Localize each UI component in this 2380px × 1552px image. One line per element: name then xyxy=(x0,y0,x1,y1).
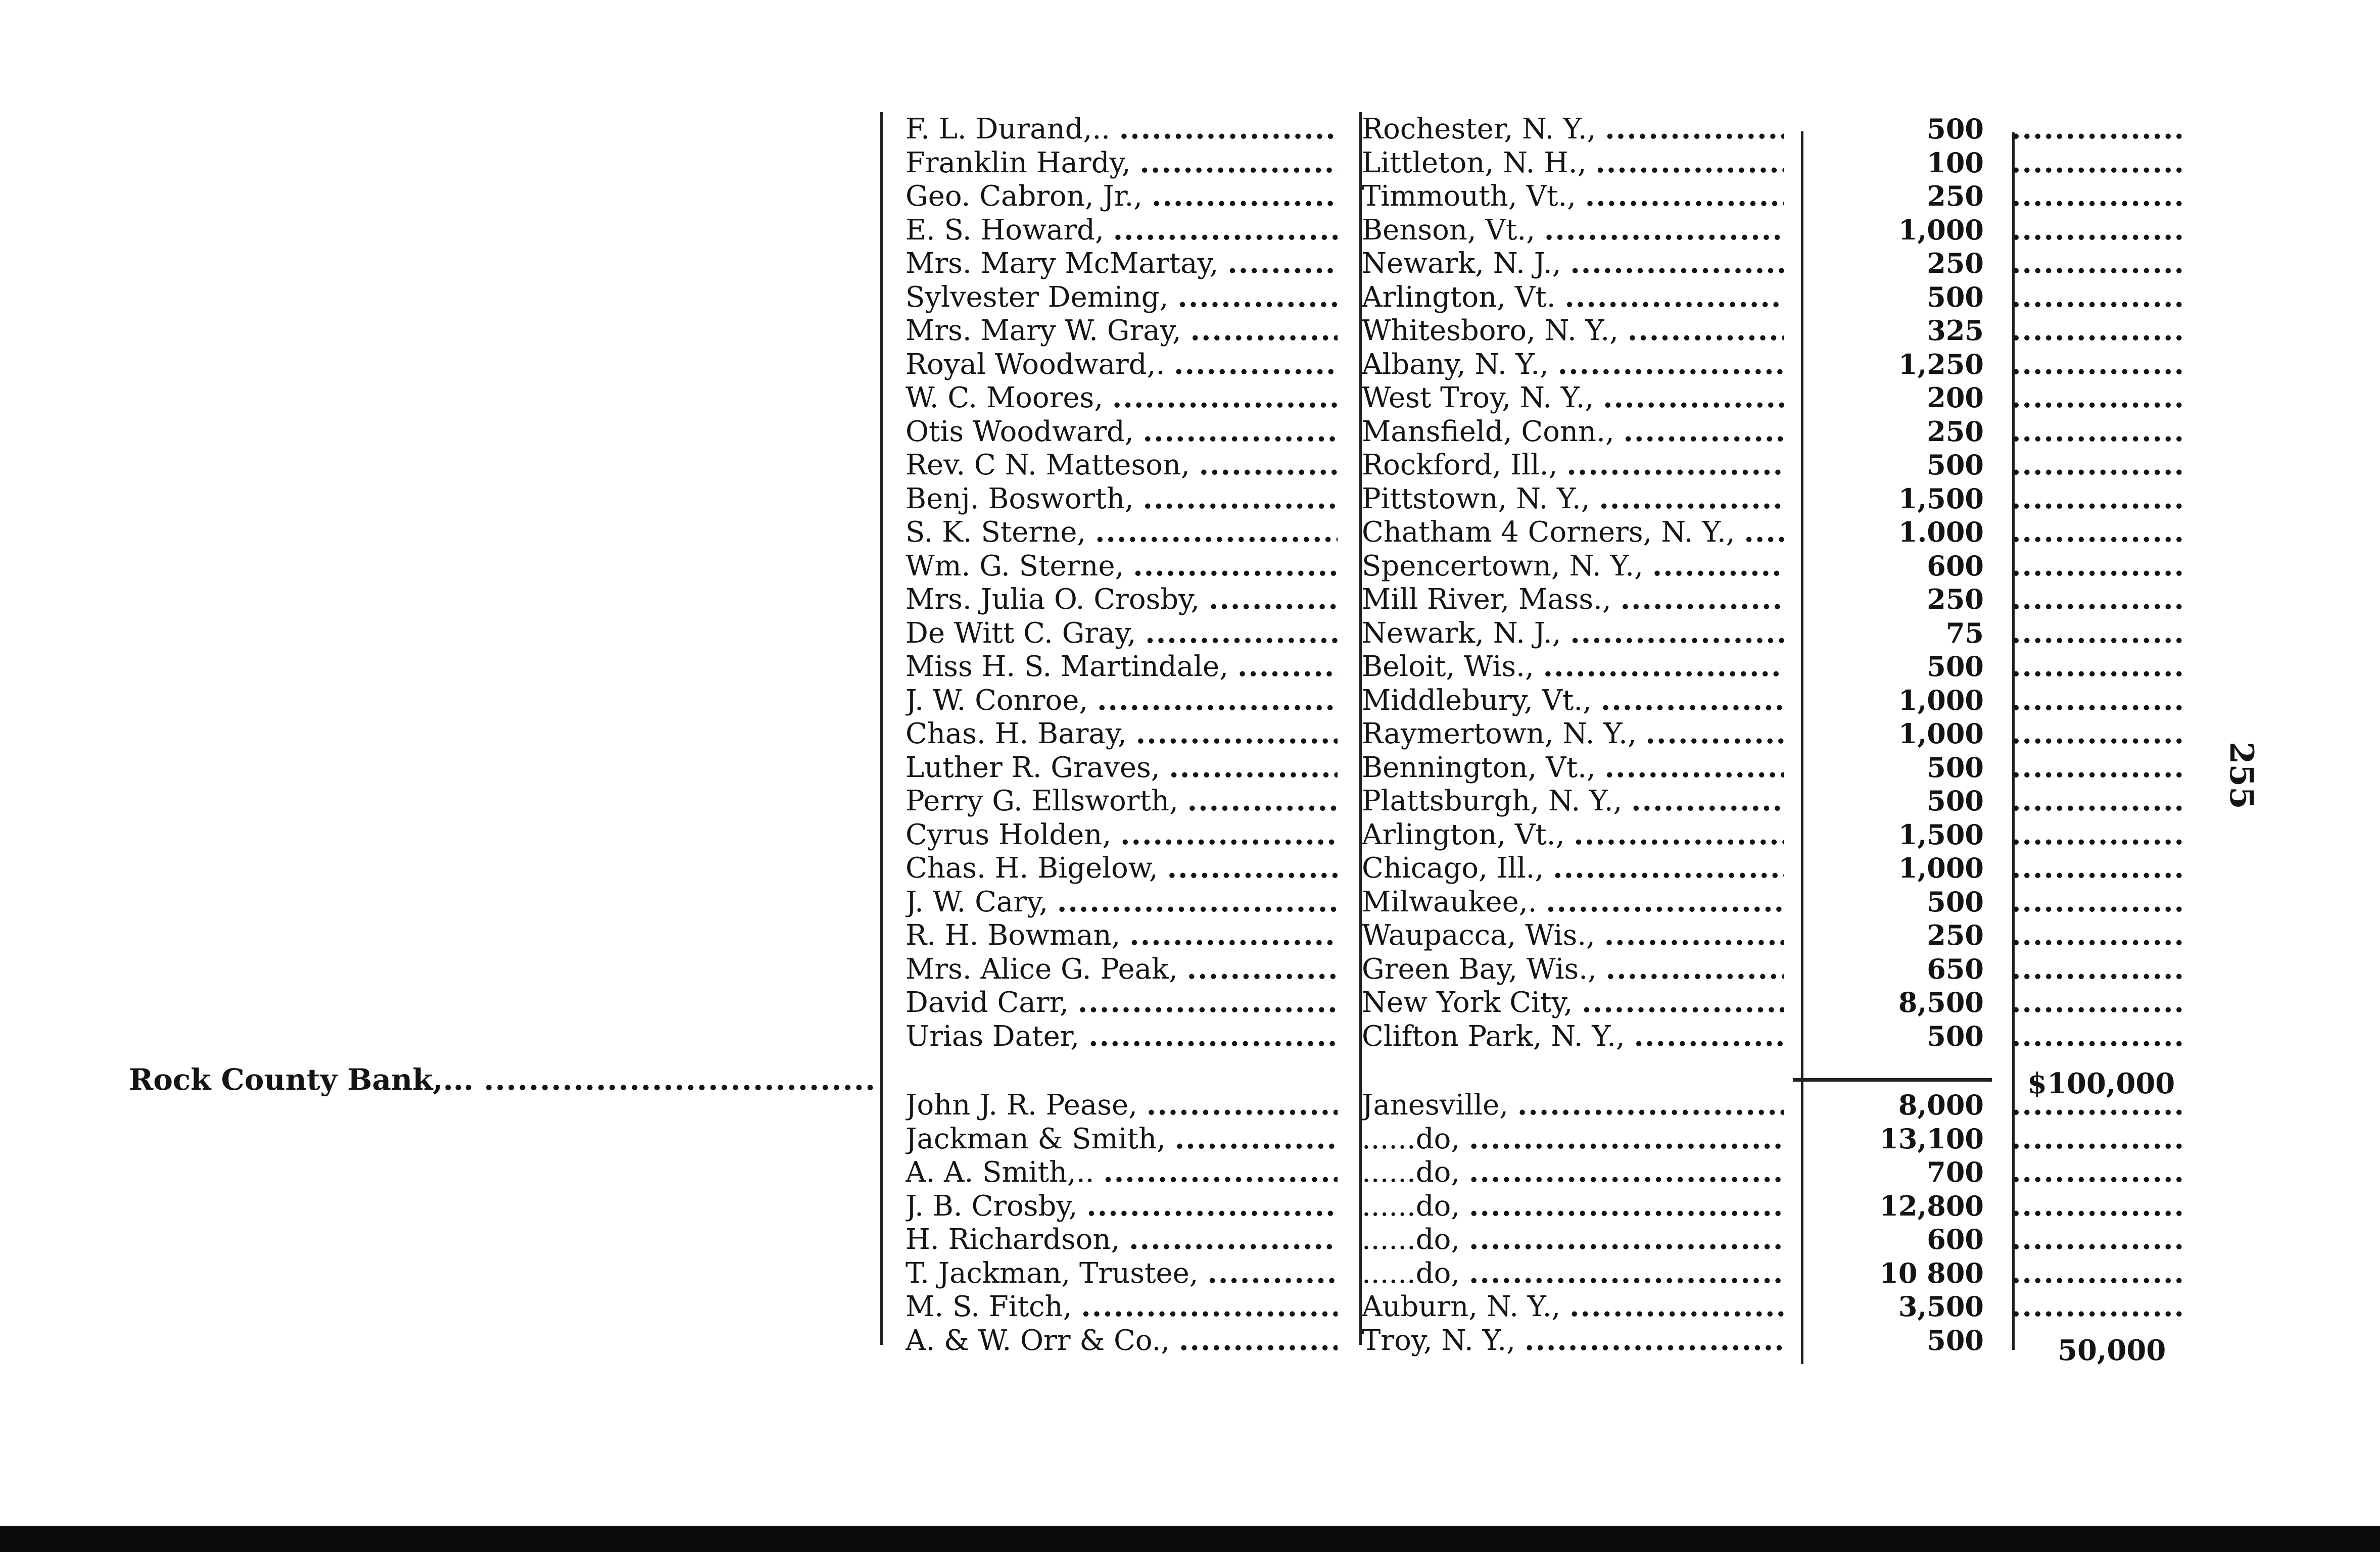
depositor-name-text: A. A. Smith,.. xyxy=(906,1156,1094,1189)
deposit-amount: 1,000 xyxy=(1898,852,1984,884)
depositor-place xyxy=(1362,1020,1784,1053)
depositor-name-text: F. L. Durand,.. xyxy=(906,113,1110,146)
depositor-name xyxy=(906,314,1338,347)
ledger-row xyxy=(879,1290,2193,1323)
depositor-name xyxy=(906,213,1338,247)
ledger-row xyxy=(879,112,2193,146)
deposit-amount: 1.000 xyxy=(1898,516,1984,548)
depositor-name-text: Perry G. Ellsworth, xyxy=(906,785,1178,817)
deposit-amount: 650 xyxy=(1927,952,1984,985)
depositor-place-text: Middlebury, Vt., xyxy=(1362,684,1592,717)
depositor-name-text: John J. R. Pease, xyxy=(906,1089,1137,1122)
depositor-place xyxy=(1362,415,1784,448)
depositor-name-text: Mrs. Mary McMartay, xyxy=(906,247,1219,280)
depositor-name xyxy=(906,1020,1338,1053)
ledger-row xyxy=(879,885,2193,918)
depositor-place-text: Janesville, xyxy=(1362,1089,1509,1122)
total-column-leader xyxy=(2011,482,2183,515)
deposit-amount: 200 xyxy=(1927,381,1984,414)
deposit-amount: 1,000 xyxy=(1898,717,1984,750)
depositor-place xyxy=(1362,684,1784,717)
deposit-amount: 1,250 xyxy=(1898,348,1984,380)
ledger-row xyxy=(879,314,2193,347)
depositor-place-text: ......do, xyxy=(1362,1122,1460,1155)
total-column-leader xyxy=(2011,381,2183,414)
ledger-row xyxy=(879,213,2193,247)
depositor-place xyxy=(1362,918,1784,952)
depositor-place-text: Chicago, Ill., xyxy=(1362,852,1544,885)
depositor-name xyxy=(906,1256,1338,1290)
total-column-leader xyxy=(2011,549,2183,583)
deposit-amount: 500 xyxy=(1927,280,1984,313)
depositor-place-text: Rockford, Ill., xyxy=(1362,449,1558,481)
deposit-amount: 250 xyxy=(1927,583,1984,615)
depositor-name xyxy=(906,818,1338,851)
depositor-name xyxy=(906,1223,1338,1256)
ledger-row xyxy=(879,650,2193,683)
depositor-place xyxy=(1362,112,1784,146)
depositor-name-text: Chas. H. Bigelow, xyxy=(906,852,1158,885)
deposit-amount: 500 xyxy=(1927,751,1984,784)
depositor-place xyxy=(1362,314,1784,347)
total-column-leader xyxy=(2011,784,2183,817)
depositor-name-text: Benj. Bosworth, xyxy=(906,482,1134,515)
depositor-name xyxy=(906,1088,1338,1122)
depositor-place-text: Troy, N. Y., xyxy=(1362,1324,1516,1357)
depositor-name-text: W. C. Moores, xyxy=(906,381,1104,414)
total-column-leader xyxy=(2011,280,2183,314)
depositor-place xyxy=(1362,952,1784,986)
ledger-row xyxy=(879,851,2193,885)
depositor-name xyxy=(906,1324,1338,1357)
depositor-place-text: Newark, N. J., xyxy=(1362,247,1561,280)
ledger-row xyxy=(879,247,2193,280)
first-group-total: $100,000 xyxy=(2027,1067,2175,1100)
depositor-name-text: Mrs. Julia O. Crosby, xyxy=(906,583,1200,616)
ledger-row xyxy=(879,1020,2193,1053)
depositor-place-text: ......do, xyxy=(1362,1223,1460,1256)
depositor-name xyxy=(906,784,1338,817)
depositor-place xyxy=(1362,247,1784,280)
depositor-place xyxy=(1362,885,1784,918)
depositor-place-text: Pittstown, N. Y., xyxy=(1362,482,1590,515)
depositor-name-text: Rev. C N. Matteson, xyxy=(906,449,1190,481)
depositor-place xyxy=(1362,1189,1784,1223)
page-number: 255 xyxy=(2222,742,2260,809)
total-column-leader xyxy=(2011,818,2183,851)
deposit-amount: 500 xyxy=(1927,785,1984,817)
depositor-name-text: Mrs. Mary W. Gray, xyxy=(906,314,1181,347)
subtotal-rule xyxy=(1793,1078,1992,1082)
ledger-row xyxy=(879,1223,2193,1256)
depositor-name xyxy=(906,885,1338,918)
depositor-name-text: Royal Woodward,. xyxy=(906,348,1165,381)
depositor-place xyxy=(1362,1088,1784,1122)
depositor-place xyxy=(1362,381,1784,414)
depositor-name-text: J. W. Cary, xyxy=(906,885,1049,918)
total-column-leader xyxy=(2011,717,2183,750)
deposit-amount: 250 xyxy=(1927,180,1984,212)
ledger-row xyxy=(879,616,2193,650)
total-column-leader xyxy=(2011,247,2183,280)
depositor-place xyxy=(1362,179,1784,213)
depositor-name-text: R. H. Bowman, xyxy=(906,919,1121,952)
depositor-place-text: ......do, xyxy=(1362,1256,1460,1290)
depositor-name xyxy=(906,146,1338,179)
depositor-place-text: Benson, Vt., xyxy=(1362,213,1536,247)
depositor-place xyxy=(1362,1155,1784,1189)
deposit-amount: 1,500 xyxy=(1898,818,1984,851)
ledger-row xyxy=(879,684,2193,717)
depositor-place-text: Raymertown, N. Y., xyxy=(1362,717,1637,750)
depositor-name xyxy=(906,986,1338,1019)
depositor-place-text: Mansfield, Conn., xyxy=(1362,415,1614,448)
depositor-place-text: New York City, xyxy=(1362,986,1573,1019)
deposit-amount: 1,000 xyxy=(1898,684,1984,716)
depositor-name-text: Mrs. Alice G. Peak, xyxy=(906,952,1178,986)
ledger-row xyxy=(879,1256,2193,1290)
total-column-leader xyxy=(2011,515,2183,549)
deposit-amount: 700 xyxy=(1927,1156,1984,1188)
deposit-amount: 500 xyxy=(1927,449,1984,481)
depositor-name-text: E. S. Howard, xyxy=(906,213,1104,247)
ledger-row xyxy=(879,717,2193,750)
depositor-name-text: Otis Woodward, xyxy=(906,415,1134,448)
depositor-place xyxy=(1362,986,1784,1019)
depositor-name-text: Geo. Cabron, Jr., xyxy=(906,180,1143,213)
depositor-name-text: Urias Dater, xyxy=(906,1020,1080,1053)
depositor-place-text: Chatham 4 Corners, N. Y., xyxy=(1362,516,1735,549)
total-column-leader xyxy=(2011,918,2183,952)
depositor-place-text: Clifton Park, N. Y., xyxy=(1362,1020,1625,1053)
deposit-amount: 100 xyxy=(1927,146,1984,179)
depositor-place-text: Arlington, Vt. xyxy=(1362,280,1556,314)
depositor-name-text: Sylvester Deming, xyxy=(906,280,1169,314)
deposit-amount: 600 xyxy=(1927,1223,1984,1255)
page-bottom-edge xyxy=(0,1526,2380,1552)
ledger-row xyxy=(879,146,2193,179)
depositor-place xyxy=(1362,1256,1784,1290)
depositor-place xyxy=(1362,650,1784,683)
depositor-name xyxy=(906,1290,1338,1323)
depositor-place-text: Albany, N. Y., xyxy=(1362,348,1549,381)
depositor-place-text: Waupacca, Wis., xyxy=(1362,919,1595,952)
deposit-amount: 500 xyxy=(1927,650,1984,683)
deposit-amount: 500 xyxy=(1927,113,1984,145)
depositor-name xyxy=(906,280,1338,314)
depositor-name xyxy=(906,684,1338,717)
depositor-place-text: ......do, xyxy=(1362,1156,1460,1189)
ledger-row xyxy=(879,448,2193,481)
depositor-place xyxy=(1362,717,1784,750)
depositor-place xyxy=(1362,583,1784,616)
ledger-row xyxy=(879,415,2193,448)
depositor-place-text: Green Bay, Wis., xyxy=(1362,952,1597,986)
depositor-name xyxy=(906,851,1338,885)
depositor-name xyxy=(906,381,1338,414)
depositor-name-text: Miss H. S. Martindale, xyxy=(906,650,1228,683)
deposit-amount: 8,500 xyxy=(1898,986,1984,1019)
depositor-place-text: ......do, xyxy=(1362,1189,1460,1223)
depositor-name xyxy=(906,918,1338,952)
deposit-amount: 3,500 xyxy=(1898,1290,1984,1323)
total-column-leader xyxy=(2011,1155,2183,1189)
deposit-amount: 325 xyxy=(1927,314,1984,347)
deposit-amount: 250 xyxy=(1927,247,1984,279)
depositor-place-text: Bennington, Vt., xyxy=(1362,751,1596,784)
depositor-name xyxy=(906,952,1338,986)
depositor-name-text: A. & W. Orr & Co., xyxy=(906,1324,1170,1357)
depositor-place xyxy=(1362,448,1784,481)
ledger-row xyxy=(879,751,2193,784)
deposit-amount: 10 800 xyxy=(1879,1256,1984,1289)
total-column-leader xyxy=(2011,751,2183,784)
depositor-place xyxy=(1362,851,1784,885)
depositor-place-text: Littleton, N. H., xyxy=(1362,146,1587,179)
depositor-place-text: Auburn, N. Y., xyxy=(1362,1290,1561,1323)
deposit-amount: 1,000 xyxy=(1898,213,1984,246)
depositor-name xyxy=(906,482,1338,515)
depositor-place-text: Timmouth, Vt., xyxy=(1362,180,1576,213)
depositor-place-text: Plattsburgh, N. Y., xyxy=(1362,785,1623,817)
total-column-leader xyxy=(2011,415,2183,448)
depositor-place xyxy=(1362,146,1784,179)
total-column-leader xyxy=(2011,1256,2183,1290)
depositor-place xyxy=(1362,515,1784,549)
depositor-name-text: J. B. Crosby, xyxy=(906,1189,1078,1223)
depositor-name xyxy=(906,583,1338,616)
depositor-name-text: Jackman & Smith, xyxy=(906,1122,1166,1155)
total-column-leader xyxy=(2011,348,2183,381)
bank-name xyxy=(129,1063,877,1096)
depositor-place xyxy=(1362,784,1784,817)
depositor-place xyxy=(1362,482,1784,515)
depositor-place xyxy=(1362,213,1784,247)
ledger-row xyxy=(879,179,2193,213)
deposit-amount: 500 xyxy=(1927,1020,1984,1052)
total-column-leader xyxy=(2011,1020,2183,1053)
deposit-amount: 13,100 xyxy=(1879,1122,1984,1155)
total-column-leader xyxy=(2011,1189,2183,1223)
depositor-name xyxy=(906,1189,1338,1223)
ledger-row xyxy=(879,784,2193,817)
depositor-place-text: West Troy, N. Y., xyxy=(1362,381,1594,414)
ledger-row xyxy=(879,986,2193,1019)
ledger-row xyxy=(879,918,2193,952)
depositor-name xyxy=(906,348,1338,381)
depositor-name-text: Luther R. Graves, xyxy=(906,751,1160,784)
depositor-place xyxy=(1362,751,1784,784)
depositor-name xyxy=(906,179,1338,213)
depositor-place xyxy=(1362,1223,1784,1256)
depositor-place-text: Beloit, Wis., xyxy=(1362,650,1534,683)
depositor-name xyxy=(906,650,1338,683)
total-column-leader xyxy=(2011,851,2183,885)
depositor-name xyxy=(906,751,1338,784)
deposit-amount: 250 xyxy=(1927,919,1984,951)
depositor-name-text: H. Richardson, xyxy=(906,1223,1120,1256)
depositor-place-text: Milwaukee,. xyxy=(1362,885,1537,918)
ledger-row xyxy=(879,818,2193,851)
total-column-leader xyxy=(2011,583,2183,616)
deposit-amount: 1,500 xyxy=(1898,482,1984,515)
depositor-name xyxy=(906,247,1338,280)
depositor-name-text: M. S. Fitch, xyxy=(906,1290,1072,1323)
depositor-name xyxy=(906,515,1338,549)
deposit-amount: 75 xyxy=(1945,616,1984,649)
deposit-amount: 600 xyxy=(1927,549,1984,582)
ledger-row xyxy=(879,381,2193,414)
depositor-name xyxy=(906,112,1338,146)
ledger-row xyxy=(879,1088,2193,1122)
total-column-leader xyxy=(2011,616,2183,650)
depositor-name-text: Chas. H. Baray, xyxy=(906,717,1127,750)
total-column-leader xyxy=(2011,179,2183,213)
depositor-name xyxy=(906,549,1338,583)
ledger-row xyxy=(879,515,2193,549)
depositor-name xyxy=(906,448,1338,481)
depositor-place xyxy=(1362,280,1784,314)
depositor-place-text: Spencertown, N. Y., xyxy=(1362,549,1643,583)
depositor-name-text: S. K. Sterne, xyxy=(906,516,1086,549)
depositor-name xyxy=(906,616,1338,650)
ledger-row xyxy=(879,583,2193,616)
depositor-name-text: David Carr, xyxy=(906,986,1069,1019)
total-column-leader xyxy=(2011,314,2183,347)
ledger-row xyxy=(879,1324,2193,1357)
total-column-leader xyxy=(2011,684,2183,717)
deposit-amount: 500 xyxy=(1927,1324,1984,1356)
ledger-row xyxy=(879,1155,2193,1189)
depositor-name-text: T. Jackman, Trustee, xyxy=(906,1256,1199,1290)
total-column-leader xyxy=(2011,1122,2183,1155)
depositor-name-text: J. W. Conroe, xyxy=(906,684,1088,717)
depositor-name-text: Cyrus Holden, xyxy=(906,818,1112,851)
depositor-name-text: Franklin Hardy, xyxy=(906,146,1131,179)
second-group-total: 50,000 xyxy=(2058,1334,2166,1367)
depositor-place xyxy=(1362,1290,1784,1323)
ledger-row xyxy=(879,549,2193,583)
total-column-leader xyxy=(2011,146,2183,179)
depositor-place xyxy=(1362,348,1784,381)
total-column-leader xyxy=(2011,448,2183,481)
ledger-row xyxy=(879,348,2193,381)
depositor-place xyxy=(1362,1122,1784,1155)
bank-name-text: Rock County Bank,... xyxy=(129,1063,474,1096)
depositor-name-text: De Witt C. Gray, xyxy=(906,616,1136,650)
depositor-name xyxy=(906,717,1338,750)
depositor-name-text: Wm. G. Sterne, xyxy=(906,549,1124,583)
total-column-leader xyxy=(2011,112,2183,146)
total-column-leader xyxy=(2011,986,2183,1019)
deposit-amount: 500 xyxy=(1927,885,1984,918)
depositor-place-text: Rochester, N. Y., xyxy=(1362,113,1596,146)
ledger-row xyxy=(879,280,2193,314)
deposit-amount: 12,800 xyxy=(1879,1189,1984,1222)
depositor-place-text: Arlington, Vt., xyxy=(1362,818,1565,851)
depositor-place xyxy=(1362,818,1784,851)
total-column-leader xyxy=(2011,213,2183,247)
depositor-name xyxy=(906,415,1338,448)
depositor-place-text: Mill River, Mass., xyxy=(1362,583,1611,616)
depositor-place xyxy=(1362,549,1784,583)
ledger-row xyxy=(879,1122,2193,1155)
depositor-name xyxy=(906,1122,1338,1155)
total-column-leader xyxy=(2011,885,2183,918)
total-column-leader xyxy=(2011,650,2183,683)
total-column-leader xyxy=(2011,1223,2183,1256)
total-column-leader xyxy=(2011,952,2183,986)
depositor-place-text: Whitesboro, N. Y., xyxy=(1362,314,1619,347)
total-column-leader xyxy=(2011,1290,2183,1323)
deposit-amount: 8,000 xyxy=(1898,1089,1984,1121)
depositor-place xyxy=(1362,616,1784,650)
depositor-name xyxy=(906,1155,1338,1189)
depositor-place xyxy=(1362,1324,1784,1357)
ledger-row xyxy=(879,482,2193,515)
depositor-place-text: Newark, N. J., xyxy=(1362,616,1561,650)
ledger-row xyxy=(879,952,2193,986)
ledger-row xyxy=(879,1189,2193,1223)
deposit-amount: 250 xyxy=(1927,415,1984,448)
